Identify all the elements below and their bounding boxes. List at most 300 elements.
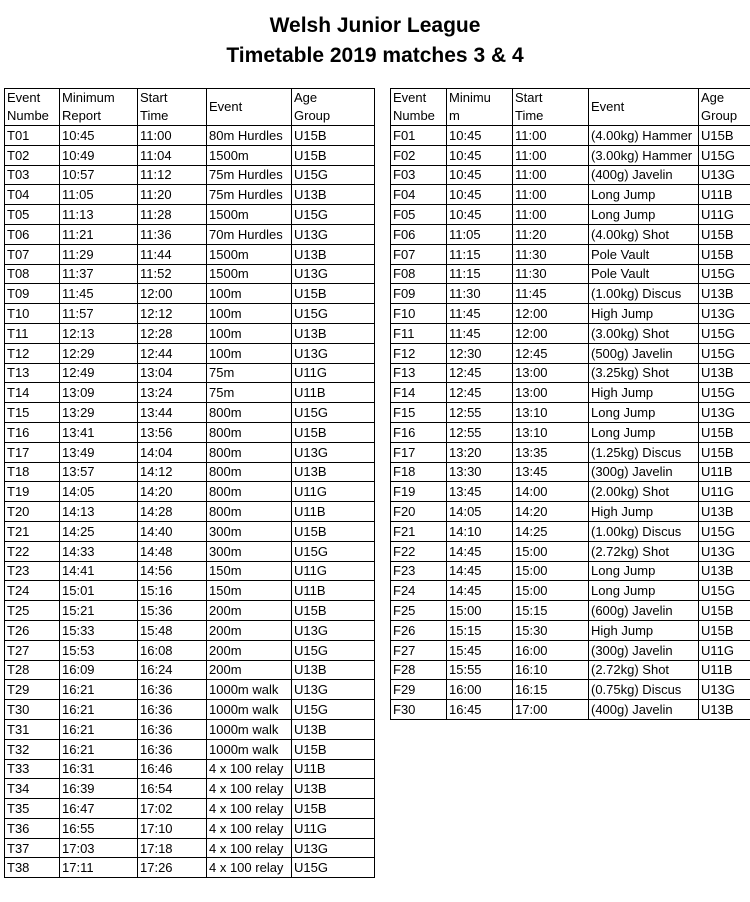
start-time-cell: 11:12 xyxy=(138,165,207,185)
start-time-cell: 15:00 xyxy=(513,581,589,601)
minimum-report-cell: 11:57 xyxy=(60,304,138,324)
event-number-cell: F24 xyxy=(391,581,447,601)
minimum-report-cell: 11:45 xyxy=(60,284,138,304)
event-cell: (2.72kg) Shot xyxy=(589,541,699,561)
start-time-cell: 12:28 xyxy=(138,323,207,343)
minimum-report-cell: 15:45 xyxy=(447,640,513,660)
table-row xyxy=(5,779,375,799)
start-time-cell: 11:30 xyxy=(513,244,589,264)
table-row xyxy=(391,521,750,541)
age-group-cell: U15G xyxy=(699,521,750,541)
event-number-cell: T36 xyxy=(5,818,60,838)
table-row xyxy=(5,304,375,324)
start-time-cell: 14:04 xyxy=(138,442,207,462)
start-time-cell: 16:10 xyxy=(513,660,589,680)
event-number-cell: F02 xyxy=(391,145,447,165)
minimum-report-cell: 13:20 xyxy=(447,442,513,462)
event-number-cell: T20 xyxy=(5,502,60,522)
event-cell: (400g) Javelin xyxy=(589,165,699,185)
start-time-cell: 16:54 xyxy=(138,779,207,799)
age-group-cell: U15B xyxy=(292,601,375,621)
table-row xyxy=(391,205,750,225)
minimum-report-cell: 10:49 xyxy=(60,145,138,165)
minimum-report-cell: 15:33 xyxy=(60,620,138,640)
age-group-cell: U15G xyxy=(292,541,375,561)
table-row xyxy=(5,660,375,680)
event-number-cell: T22 xyxy=(5,541,60,561)
event-number-cell: F19 xyxy=(391,482,447,502)
table-row xyxy=(391,581,750,601)
event-cell: (2.00kg) Shot xyxy=(589,482,699,502)
event-number-cell: T10 xyxy=(5,304,60,324)
event-number-cell: F21 xyxy=(391,521,447,541)
minimum-report-cell: 16:21 xyxy=(60,700,138,720)
event-number-cell: T02 xyxy=(5,145,60,165)
age-group-cell: U15B xyxy=(699,620,750,640)
table-row xyxy=(391,363,750,383)
event-number-cell: T19 xyxy=(5,482,60,502)
age-group-cell: U13B xyxy=(292,323,375,343)
start-time-cell: 12:44 xyxy=(138,343,207,363)
event-number-cell: T21 xyxy=(5,521,60,541)
minimum-report-cell: 10:45 xyxy=(447,145,513,165)
event-number-cell: F28 xyxy=(391,660,447,680)
table-row xyxy=(391,224,750,244)
event-number-cell: F29 xyxy=(391,680,447,700)
age-group-cell: U13B xyxy=(699,700,750,720)
track-events-table xyxy=(4,88,375,878)
start-time-cell: 15:16 xyxy=(138,581,207,601)
minimum-report-cell: 13:41 xyxy=(60,422,138,442)
age-group-cell: U13G xyxy=(292,224,375,244)
age-group-cell: U11G xyxy=(292,363,375,383)
event-cell: (1.00kg) Discus xyxy=(589,521,699,541)
start-time-cell: 13:45 xyxy=(513,462,589,482)
age-group-cell: U13B xyxy=(699,561,750,581)
minimum-report-cell: 14:45 xyxy=(447,541,513,561)
event-cell: 200m xyxy=(207,601,292,621)
event-cell: (1.25kg) Discus xyxy=(589,442,699,462)
table-row xyxy=(391,185,750,205)
event-number-cell: F26 xyxy=(391,620,447,640)
minimum-report-cell: 15:01 xyxy=(60,581,138,601)
event-cell: 200m xyxy=(207,660,292,680)
age-group-cell: U13G xyxy=(292,264,375,284)
event-cell: (600g) Javelin xyxy=(589,601,699,621)
start-time-cell: 11:45 xyxy=(513,284,589,304)
table-row xyxy=(5,422,375,442)
event-cell: (2.72kg) Shot xyxy=(589,660,699,680)
event-cell: 4 x 100 relay xyxy=(207,799,292,819)
event-cell: High Jump xyxy=(589,620,699,640)
header-age-group: Age Group xyxy=(292,89,375,126)
table-row xyxy=(5,640,375,660)
event-cell: Long Jump xyxy=(589,185,699,205)
age-group-cell: U15G xyxy=(699,323,750,343)
minimum-report-cell: 17:11 xyxy=(60,858,138,878)
table-row xyxy=(391,264,750,284)
header-event-number: Event Numbe xyxy=(5,89,60,126)
start-time-cell: 11:20 xyxy=(513,224,589,244)
start-time-cell: 11:30 xyxy=(513,264,589,284)
event-cell: 200m xyxy=(207,640,292,660)
start-time-cell: 14:25 xyxy=(513,521,589,541)
age-group-cell: U15B xyxy=(292,739,375,759)
event-number-cell: T29 xyxy=(5,680,60,700)
age-group-cell: U13B xyxy=(292,719,375,739)
event-cell: 800m xyxy=(207,482,292,502)
table-row xyxy=(391,442,750,462)
event-number-cell: F30 xyxy=(391,700,447,720)
minimum-report-cell: 13:49 xyxy=(60,442,138,462)
event-number-cell: T14 xyxy=(5,383,60,403)
start-time-cell: 15:00 xyxy=(513,561,589,581)
age-group-cell: U11G xyxy=(699,640,750,660)
table-row xyxy=(5,818,375,838)
header-event-number: Event Numbe xyxy=(391,89,447,126)
minimum-report-cell: 12:45 xyxy=(447,383,513,403)
table-row xyxy=(391,304,750,324)
event-number-cell: T28 xyxy=(5,660,60,680)
event-cell: 4 x 100 relay xyxy=(207,858,292,878)
age-group-cell: U13G xyxy=(292,620,375,640)
table-row xyxy=(391,403,750,423)
table-row xyxy=(5,363,375,383)
table-row xyxy=(5,264,375,284)
event-cell: 800m xyxy=(207,422,292,442)
minimum-report-cell: 12:30 xyxy=(447,343,513,363)
age-group-cell: U13B xyxy=(292,779,375,799)
minimum-report-cell: 11:45 xyxy=(447,304,513,324)
event-number-cell: T27 xyxy=(5,640,60,660)
start-time-cell: 17:02 xyxy=(138,799,207,819)
minimum-report-cell: 14:13 xyxy=(60,502,138,522)
event-number-cell: T17 xyxy=(5,442,60,462)
event-cell: Pole Vault xyxy=(589,264,699,284)
event-cell: High Jump xyxy=(589,383,699,403)
age-group-cell: U15B xyxy=(292,126,375,146)
header-event: Event xyxy=(589,89,699,126)
start-time-cell: 15:48 xyxy=(138,620,207,640)
table-row xyxy=(5,502,375,522)
event-number-cell: T24 xyxy=(5,581,60,601)
minimum-report-cell: 15:53 xyxy=(60,640,138,660)
minimum-report-cell: 16:31 xyxy=(60,759,138,779)
minimum-report-cell: 11:29 xyxy=(60,244,138,264)
age-group-cell: U15B xyxy=(699,601,750,621)
event-cell: 300m xyxy=(207,521,292,541)
table-row xyxy=(5,541,375,561)
age-group-cell: U15B xyxy=(292,145,375,165)
minimum-report-cell: 12:45 xyxy=(447,363,513,383)
table-row xyxy=(5,561,375,581)
table-row xyxy=(391,620,750,640)
table-row xyxy=(5,601,375,621)
age-group-cell: U15G xyxy=(292,858,375,878)
start-time-cell: 16:36 xyxy=(138,700,207,720)
event-cell: 1000m walk xyxy=(207,700,292,720)
age-group-cell: U13G xyxy=(292,838,375,858)
table-row xyxy=(5,165,375,185)
minimum-report-cell: 16:21 xyxy=(60,719,138,739)
age-group-cell: U11B xyxy=(292,502,375,522)
minimum-report-cell: 13:09 xyxy=(60,383,138,403)
event-number-cell: T18 xyxy=(5,462,60,482)
table-row xyxy=(391,660,750,680)
age-group-cell: U15B xyxy=(292,284,375,304)
event-number-cell: T31 xyxy=(5,719,60,739)
age-group-cell: U15B xyxy=(292,521,375,541)
age-group-cell: U13G xyxy=(699,680,750,700)
minimum-report-cell: 14:05 xyxy=(447,502,513,522)
table-row xyxy=(5,403,375,423)
event-number-cell: T37 xyxy=(5,838,60,858)
start-time-cell: 17:10 xyxy=(138,818,207,838)
start-time-cell: 11:20 xyxy=(138,185,207,205)
table-row xyxy=(391,343,750,363)
event-number-cell: T32 xyxy=(5,739,60,759)
minimum-report-cell: 14:33 xyxy=(60,541,138,561)
table-row xyxy=(5,719,375,739)
table-row xyxy=(5,620,375,640)
event-number-cell: F05 xyxy=(391,205,447,225)
event-cell: (3.00kg) Hammer xyxy=(589,145,699,165)
start-time-cell: 14:40 xyxy=(138,521,207,541)
event-cell: 1000m walk xyxy=(207,719,292,739)
table-row xyxy=(5,581,375,601)
event-number-cell: T30 xyxy=(5,700,60,720)
minimum-report-cell: 11:13 xyxy=(60,205,138,225)
table-row xyxy=(391,383,750,403)
event-number-cell: T23 xyxy=(5,561,60,581)
table-row xyxy=(5,442,375,462)
minimum-report-cell: 16:09 xyxy=(60,660,138,680)
event-cell: Long Jump xyxy=(589,561,699,581)
event-number-cell: F22 xyxy=(391,541,447,561)
age-group-cell: U13G xyxy=(699,304,750,324)
minimum-report-cell: 14:25 xyxy=(60,521,138,541)
minimum-report-cell: 13:30 xyxy=(447,462,513,482)
start-time-cell: 16:00 xyxy=(513,640,589,660)
header-start-time: Start Time xyxy=(138,89,207,126)
start-time-cell: 12:12 xyxy=(138,304,207,324)
field-events-table xyxy=(390,88,750,720)
event-cell: High Jump xyxy=(589,502,699,522)
header-minimum-report: Minimu m xyxy=(447,89,513,126)
event-cell: 4 x 100 relay xyxy=(207,759,292,779)
event-cell: 1500m xyxy=(207,264,292,284)
minimum-report-cell: 12:55 xyxy=(447,422,513,442)
age-group-cell: U13G xyxy=(699,165,750,185)
table-row xyxy=(5,284,375,304)
event-number-cell: F06 xyxy=(391,224,447,244)
event-number-cell: F15 xyxy=(391,403,447,423)
start-time-cell: 11:00 xyxy=(513,126,589,146)
minimum-report-cell: 15:00 xyxy=(447,601,513,621)
minimum-report-cell: 16:39 xyxy=(60,779,138,799)
header-minimum-report: Minimum Report xyxy=(60,89,138,126)
table-row xyxy=(5,482,375,502)
event-cell: Long Jump xyxy=(589,403,699,423)
minimum-report-cell: 11:45 xyxy=(447,323,513,343)
start-time-cell: 11:28 xyxy=(138,205,207,225)
event-cell: 150m xyxy=(207,561,292,581)
age-group-cell: U13B xyxy=(292,244,375,264)
event-number-cell: T33 xyxy=(5,759,60,779)
minimum-report-cell: 11:30 xyxy=(447,284,513,304)
minimum-report-cell: 10:45 xyxy=(447,185,513,205)
event-number-cell: T16 xyxy=(5,422,60,442)
age-group-cell: U15B xyxy=(292,422,375,442)
age-group-cell: U11B xyxy=(292,759,375,779)
event-cell: 75m xyxy=(207,383,292,403)
event-number-cell: T35 xyxy=(5,799,60,819)
start-time-cell: 14:20 xyxy=(138,482,207,502)
age-group-cell: U13B xyxy=(292,185,375,205)
event-cell: (500g) Javelin xyxy=(589,343,699,363)
minimum-report-cell: 12:29 xyxy=(60,343,138,363)
start-time-cell: 12:45 xyxy=(513,343,589,363)
age-group-cell: U15G xyxy=(292,403,375,423)
event-cell: Long Jump xyxy=(589,205,699,225)
table-row xyxy=(5,185,375,205)
minimum-report-cell: 15:55 xyxy=(447,660,513,680)
start-time-cell: 11:00 xyxy=(513,145,589,165)
age-group-cell: U11B xyxy=(699,660,750,680)
table-row xyxy=(5,858,375,878)
minimum-report-cell: 10:45 xyxy=(447,126,513,146)
age-group-cell: U15B xyxy=(699,224,750,244)
age-group-cell: U13B xyxy=(292,462,375,482)
table-row xyxy=(5,126,375,146)
table-row xyxy=(391,502,750,522)
table-row xyxy=(5,383,375,403)
age-group-cell: U15G xyxy=(699,264,750,284)
event-number-cell: T04 xyxy=(5,185,60,205)
table-row xyxy=(5,224,375,244)
event-number-cell: F03 xyxy=(391,165,447,185)
event-number-cell: T15 xyxy=(5,403,60,423)
start-time-cell: 17:18 xyxy=(138,838,207,858)
minimum-report-cell: 11:21 xyxy=(60,224,138,244)
event-cell: (300g) Javelin xyxy=(589,462,699,482)
minimum-report-cell: 14:41 xyxy=(60,561,138,581)
age-group-cell: U11G xyxy=(292,482,375,502)
minimum-report-cell: 12:13 xyxy=(60,323,138,343)
event-cell: 150m xyxy=(207,581,292,601)
age-group-cell: U13G xyxy=(699,403,750,423)
age-group-cell: U13G xyxy=(699,541,750,561)
event-cell: 1500m xyxy=(207,244,292,264)
table-row xyxy=(5,244,375,264)
table-header-row xyxy=(5,89,375,126)
event-cell: (3.00kg) Shot xyxy=(589,323,699,343)
start-time-cell: 11:44 xyxy=(138,244,207,264)
event-cell: 100m xyxy=(207,343,292,363)
start-time-cell: 13:56 xyxy=(138,422,207,442)
age-group-cell: U11G xyxy=(699,205,750,225)
event-number-cell: T13 xyxy=(5,363,60,383)
start-time-cell: 16:36 xyxy=(138,680,207,700)
event-cell: 1000m walk xyxy=(207,680,292,700)
event-number-cell: F18 xyxy=(391,462,447,482)
age-group-cell: U15G xyxy=(292,700,375,720)
start-time-cell: 16:36 xyxy=(138,739,207,759)
event-number-cell: T06 xyxy=(5,224,60,244)
event-cell: 70m Hurdles xyxy=(207,224,292,244)
minimum-report-cell: 11:15 xyxy=(447,244,513,264)
age-group-cell: U11B xyxy=(699,462,750,482)
start-time-cell: 16:46 xyxy=(138,759,207,779)
table-row xyxy=(391,541,750,561)
table-row xyxy=(5,680,375,700)
age-group-cell: U15G xyxy=(292,205,375,225)
event-cell: 800m xyxy=(207,502,292,522)
event-cell: 800m xyxy=(207,442,292,462)
minimum-report-cell: 16:55 xyxy=(60,818,138,838)
minimum-report-cell: 10:45 xyxy=(447,205,513,225)
event-cell: 800m xyxy=(207,403,292,423)
minimum-report-cell: 11:15 xyxy=(447,264,513,284)
table-row xyxy=(5,323,375,343)
field-rows xyxy=(391,126,750,720)
minimum-report-cell: 11:05 xyxy=(447,224,513,244)
table-row xyxy=(5,521,375,541)
header-start-time: Start Time xyxy=(513,89,589,126)
age-group-cell: U15G xyxy=(699,581,750,601)
document-title: Welsh Junior League xyxy=(269,14,481,37)
start-time-cell: 13:24 xyxy=(138,383,207,403)
event-number-cell: F09 xyxy=(391,284,447,304)
age-group-cell: U15G xyxy=(292,165,375,185)
event-number-cell: T34 xyxy=(5,779,60,799)
event-number-cell: F20 xyxy=(391,502,447,522)
start-time-cell: 14:28 xyxy=(138,502,207,522)
event-cell: 4 x 100 relay xyxy=(207,838,292,858)
age-group-cell: U15B xyxy=(699,126,750,146)
minimum-report-cell: 13:57 xyxy=(60,462,138,482)
event-cell: 75m Hurdles xyxy=(207,185,292,205)
event-cell: 800m xyxy=(207,462,292,482)
start-time-cell: 14:48 xyxy=(138,541,207,561)
minimum-report-cell: 13:45 xyxy=(447,482,513,502)
age-group-cell: U13G xyxy=(292,680,375,700)
event-number-cell: F08 xyxy=(391,264,447,284)
event-cell: 100m xyxy=(207,323,292,343)
age-group-cell: U15G xyxy=(699,383,750,403)
header-event: Event xyxy=(207,89,292,126)
event-number-cell: F16 xyxy=(391,422,447,442)
minimum-report-cell: 12:55 xyxy=(447,403,513,423)
start-time-cell: 13:00 xyxy=(513,383,589,403)
event-cell: High Jump xyxy=(589,304,699,324)
start-time-cell: 16:08 xyxy=(138,640,207,660)
start-time-cell: 12:00 xyxy=(138,284,207,304)
start-time-cell: 11:04 xyxy=(138,145,207,165)
minimum-report-cell: 16:45 xyxy=(447,700,513,720)
age-group-cell: U13G xyxy=(292,442,375,462)
table-row xyxy=(391,482,750,502)
age-group-cell: U11G xyxy=(292,818,375,838)
event-cell: 1500m xyxy=(207,145,292,165)
table-row xyxy=(5,700,375,720)
start-time-cell: 15:36 xyxy=(138,601,207,621)
start-time-cell: 11:00 xyxy=(513,205,589,225)
track-rows xyxy=(5,126,375,878)
start-time-cell: 15:30 xyxy=(513,620,589,640)
table-row xyxy=(5,799,375,819)
age-group-cell: U15G xyxy=(292,304,375,324)
